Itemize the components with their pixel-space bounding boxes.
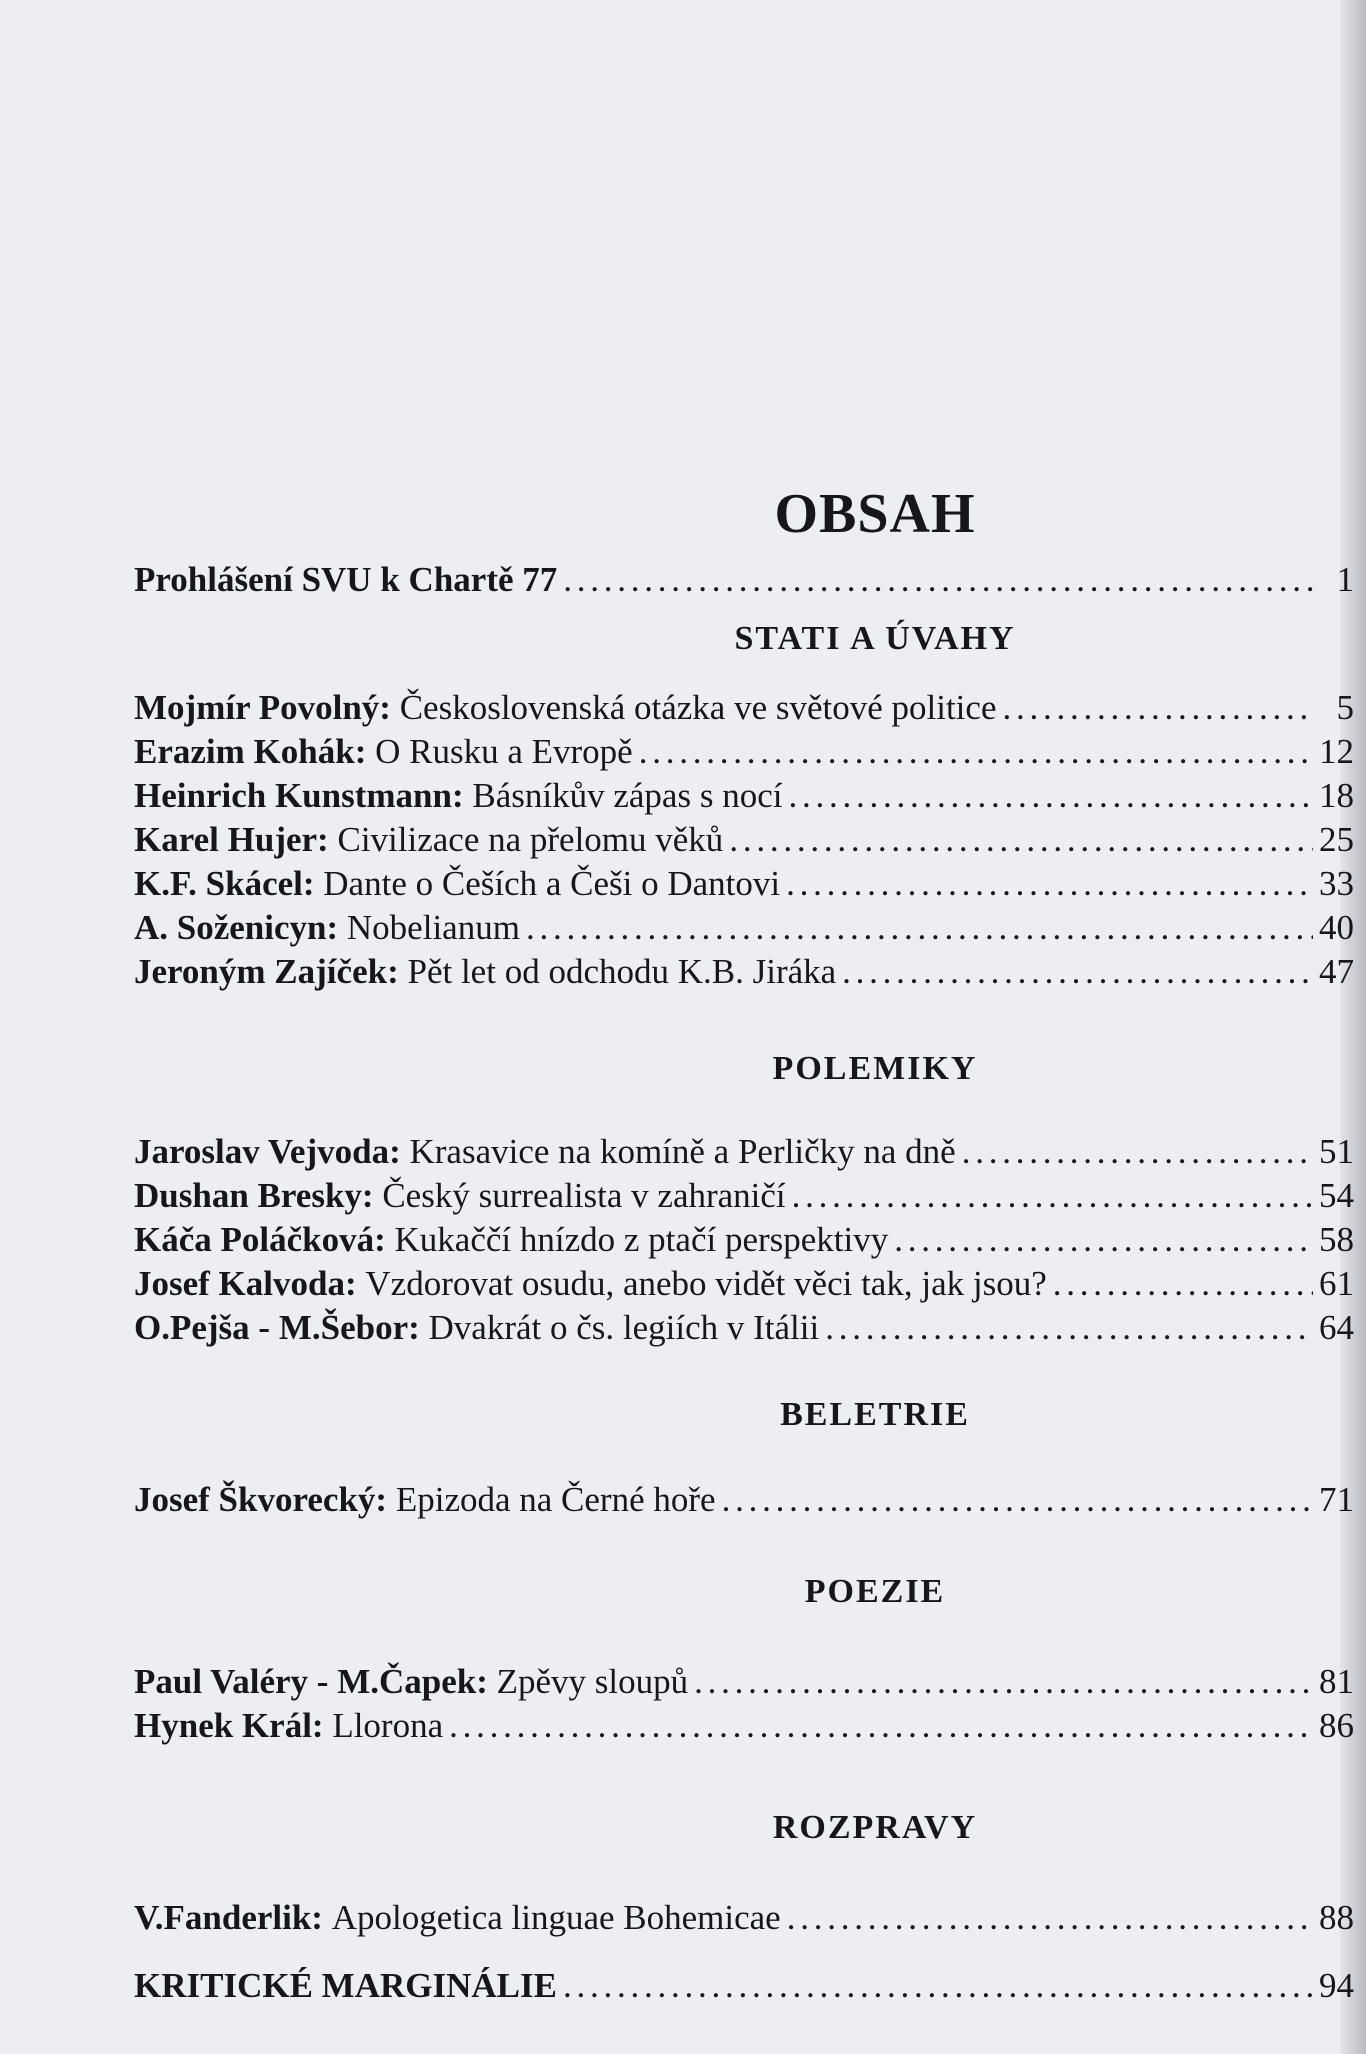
toc-entry-page: 88 [1319,1898,1354,1937]
toc-entry-author: Josef Kalvoda: [134,1264,357,1303]
section-entries [134,686,1354,994]
toc-entry-title: Kukaččí hnízdo z ptačí perspektivy [394,1220,889,1259]
toc-entry-page: 5 [1336,688,1354,727]
toc-entry [134,730,1354,774]
toc-entry-title: Apologetica linguae Bohemicae [331,1898,781,1937]
dot-leader [787,1896,1313,1940]
toc-entry [134,950,1354,994]
toc-entry-page: 25 [1319,820,1354,859]
section-heading: ROZPRAVY [772,1809,978,1846]
section-heading: STATI A ÚVAHY [734,620,1016,657]
toc-entry [134,906,1354,950]
dot-leader [563,558,1314,602]
toc-entry-title: Civilizace na přelomu věků [337,820,724,859]
toc-entry-page: 58 [1319,1220,1354,1259]
toc-entry-page: 54 [1319,1176,1354,1215]
toc-entry-author: KRITICKÉ MARGINÁLIE [134,1966,557,2005]
toc-entry-title: Vzdorovat osudu, anebo vidět věci tak, jak jsou? [365,1264,1047,1303]
toc-entry-author: Jeroným Zajíček: [134,952,399,991]
dot-leader [825,1306,1313,1350]
dot-leader [786,862,1313,906]
toc-entry-title: Český surrealista v zahraničí [382,1176,786,1215]
toc-entry-author: Heinrich Kunstmann: [134,776,464,815]
toc-entry-title: Llorona [332,1706,444,1745]
toc-entry-author: Káča Poláčková: [134,1220,386,1259]
toc-entry-author: Erazim Kohák: [134,732,367,771]
toc-entry [134,1218,1354,1262]
toc-entry-title: Pět let od odchodu K.B. Jiráka [407,952,837,991]
dot-leader [526,906,1313,950]
toc-entry-page: 61 [1319,1264,1354,1303]
toc-entry-title: Zpěvy sloupů [496,1662,689,1701]
toc-entry-page: 33 [1319,864,1354,903]
toc-entry-title: O Rusku a Evropě [375,732,633,771]
dot-leader [788,774,1313,818]
toc-entry-author: O.Pejša - M.Šebor: [134,1308,420,1347]
toc-entry [134,1174,1354,1218]
toc-entry-title: Dvakrát o čs. legiích v Itálii [428,1308,820,1347]
toc-entry-author: Paul Valéry - M.Čapek: [134,1662,488,1701]
toc-entry [134,1704,1354,1748]
section-entries [134,1130,1354,1350]
dot-leader [792,1174,1313,1218]
dot-leader [894,1218,1313,1262]
toc-entry-page: 94 [1319,1966,1354,2005]
toc-entry-page: 18 [1319,776,1354,815]
toc-entry [134,774,1354,818]
toc-entry-title: Krasavice na komíně a Perličky na dně [409,1132,956,1171]
dot-leader [694,1660,1313,1704]
toc-entry-page: 51 [1319,1132,1354,1171]
dot-leader [639,730,1313,774]
toc-entry-author: Mojmír Povolný: [134,688,391,727]
section-heading: BELETRIE [780,1396,970,1433]
toc-entry-page: 47 [1319,952,1354,991]
section-heading: POLEMIKY [772,1050,978,1087]
toc-entry-page: 1 [1336,560,1354,599]
dot-leader [1002,686,1314,730]
section-entries [134,1660,1354,1748]
toc-entry-author: K.F. Skácel: [134,864,315,903]
toc-entry-author: Prohlášení SVU k Chartě 77 [134,560,558,599]
toc-entry-title: Básníkův zápas s nocí [472,776,783,815]
section-entries [134,1478,1354,1522]
toc-entry [134,862,1354,906]
toc-entry-author: A. Soženicyn: [134,908,339,947]
toc-entry [134,1896,1354,1940]
toc-entry-author: Dushan Bresky: [134,1176,374,1215]
toc-entry [134,686,1354,730]
toc-entry-intro [134,558,1354,602]
dot-leader [729,818,1313,862]
toc-entry-title: Dante o Češích a Češi o Dantovi [323,864,781,903]
toc-entry [134,1130,1354,1174]
toc-entry-title: Československá otázka ve světové politice [399,688,997,727]
toc-entry [134,1660,1354,1704]
dot-leader [449,1704,1313,1748]
toc-entry-page: 86 [1319,1706,1354,1745]
toc-entry-page: 64 [1319,1308,1354,1347]
toc-entry-title: Epizoda na Černé hoře [395,1480,716,1519]
toc-entry-author: Karel Hujer: [134,820,329,859]
section-entries [134,1896,1354,1940]
toc-entry-author: Jaroslav Vejvoda: [134,1132,401,1171]
toc-entry [134,1478,1354,1522]
toc-entry [134,818,1354,862]
section-heading: POEZIE [804,1573,946,1610]
toc-entry-page: 40 [1319,908,1354,947]
dot-leader [722,1478,1313,1522]
page-title: OBSAH [774,483,976,545]
toc-entry-page: 71 [1319,1480,1354,1519]
dot-leader [962,1130,1313,1174]
dot-leader [563,1964,1313,2008]
table-of-contents [134,470,1354,2008]
toc-entry-title: Nobelianum [346,908,520,947]
toc-entry-page: 12 [1319,732,1354,771]
toc-entry-author: Josef Škvorecký: [134,1480,388,1519]
dot-leader [1053,1262,1313,1306]
toc-entry-closing [134,1964,1354,2008]
toc-entry-author: V.Fanderlik: [134,1898,323,1937]
dot-leader [842,950,1313,994]
toc-entry [134,1262,1354,1306]
toc-entry-author: Hynek Král: [134,1706,324,1745]
toc-entry-page: 81 [1319,1662,1354,1701]
toc-entry [134,1306,1354,1350]
